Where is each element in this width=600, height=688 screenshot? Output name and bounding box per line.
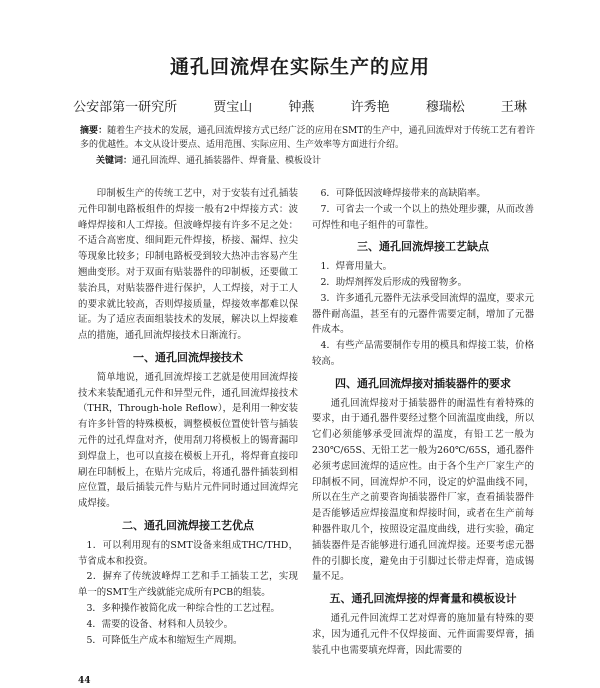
- author-name: 王琳: [500, 100, 527, 115]
- left-column: [78, 186, 298, 648]
- author-line: [0, 96, 600, 115]
- intro-paragraph: 印制板生产的传统工艺中，对于安装有过孔插装元件印制电路板组件的焊接一般有2中焊接方式：波峰焊焊接和人工焊接。但波峰焊接有许多不足之处：不适合高密度、细间距元件焊接，桥接、漏焊、拉尖等现象比较多；印制电路板受到较大热冲击容易产生翘曲变形。对于双面有贴装器件的印制板，还要做工装治具，对贴装器件进行保护，人工焊接，对于工人的要求就比较高，否则焊接质量，焊接效率都难以保证。为了适应表面组装技术的发展，解决以上焊接难点的措施，通孔回流焊接技术日渐流行。: [78, 188, 298, 342]
- author-name: 许秀艳: [350, 100, 390, 115]
- list-item: 6．可降低因波峰焊接带来的高缺陷率。: [320, 188, 486, 199]
- list-item: 5．可降低生产成本和缩短生产周期。: [86, 634, 243, 646]
- section-heading: 五、通孔回流焊接的焊膏量和模板设计: [329, 592, 517, 606]
- list-item: 2．助焊剂挥发后形成的残留物多。: [320, 276, 468, 288]
- section-heading: 一、通孔回流焊接技术: [133, 350, 243, 364]
- section-paragraph: 通孔元件回流焊工艺对焊膏的施加量有特殊的要求，因为通孔元件不仅焊接面、元件面需要焊膏，插装孔中也需要填充焊膏，因此需要的: [312, 612, 534, 656]
- abstract-text: 随着生产技术的发展，通孔回流焊接方式已经广泛的应用在SMT的生产中，通孔回流焊对于传统工艺有着许多的优越性。本文从设计要点、适用范围、实际应用、生产效率等方面进行介绍。: [80, 126, 535, 150]
- section-heading: 三、通孔回流焊接工艺缺点: [357, 240, 489, 254]
- abstract-label: 摘要：: [80, 126, 108, 136]
- list-item: 7．可省去一个或一个以上的热处理步骤，从而改善可焊性和电子组件的可靠性。: [312, 203, 534, 231]
- section-heading: 二、通孔回流焊接工艺优点: [122, 518, 254, 532]
- author-name: 贾宝山: [213, 100, 253, 115]
- author-name: 钟燕: [288, 100, 315, 115]
- list-item: 1．可以利用现有的SMT设备来组成THC/THD，节省成本和投资。: [78, 539, 298, 567]
- list-item: 3．多种操作被简化成一种综合性的工艺过程。: [86, 602, 280, 614]
- abstract: [80, 124, 535, 152]
- author-affiliation: 公安部第一研究所: [73, 100, 178, 115]
- section-paragraph: 简单地说，通孔回流焊接工艺就是使用回流焊接技术来装配通孔元件和异型元件，通孔回流焊接技术（THR，Through-hole Reflow），是利用一种安装有许多针管的特殊模板，调整模板位置使针管与插装元件的过孔焊盘对齐，使用刮刀将模板上的锡膏漏印到焊盘上，也可以直接在模板上开孔，将焊膏直接印刷在印制板上，在贴片完成后，将通孔器件插装到相应位置，最后插装元件与贴片元件同时通过回流焊完成焊接。: [78, 371, 298, 510]
- list-item: 4．有些产品需要制作专用的模具和焊接工装，价格较高。: [312, 340, 534, 367]
- right-column: [312, 186, 534, 658]
- author-name: 穆瑞松: [425, 100, 465, 115]
- keywords-text: 通孔回流焊、通孔插装器件、焊膏量、模板设计: [132, 156, 322, 166]
- list-item: 1．焊膏用量大。: [320, 261, 393, 273]
- page-number: 44: [78, 676, 91, 686]
- list-item: 2．摒弃了传统波峰焊工艺和手工插装工艺，实现单一的SMT生产线就能完成所有PCB的组装。: [78, 571, 298, 599]
- keywords-label: 关键词：: [96, 156, 133, 166]
- paper-title: 通孔回流焊在实际生产的应用: [169, 56, 430, 78]
- list-item: 3．许多通孔元器件无法承受回流焊的温度，要求元器件耐高温，甚至有的元器件需要定制，增加了元器件成本。: [312, 292, 534, 336]
- section-paragraph: 通孔回流焊接对于插装器件的耐温性有着特殊的要求，由于通孔器件要经过整个回流温度曲线，所以它们必须能够承受回流焊的温度，有铅工艺一般为230℃/65S、无铅工艺一般为260℃/65S，通孔器件必须考虑回流焊的适应性。由于各个生产厂家生产的印制板不同，回流焊炉不同，设定的炉温曲线不同，所以在生产之前要咨询插装器件厂家，查看插装器件是否能够适应焊接温度和焊接时间，或者在生产前每种器件取几个，按照设定温度曲线，进行实验，确定插装器件是否能够进行通孔回流焊接。还要考虑元器件的引脚长度，避免由于引脚过长带走焊膏，造成锡量不足。: [312, 397, 534, 583]
- section-heading: 四、通孔回流焊接对插装器件的要求: [335, 376, 511, 390]
- list-item: 4．需要的设备、材料和人员较少。: [86, 618, 234, 630]
- keywords: [96, 155, 526, 168]
